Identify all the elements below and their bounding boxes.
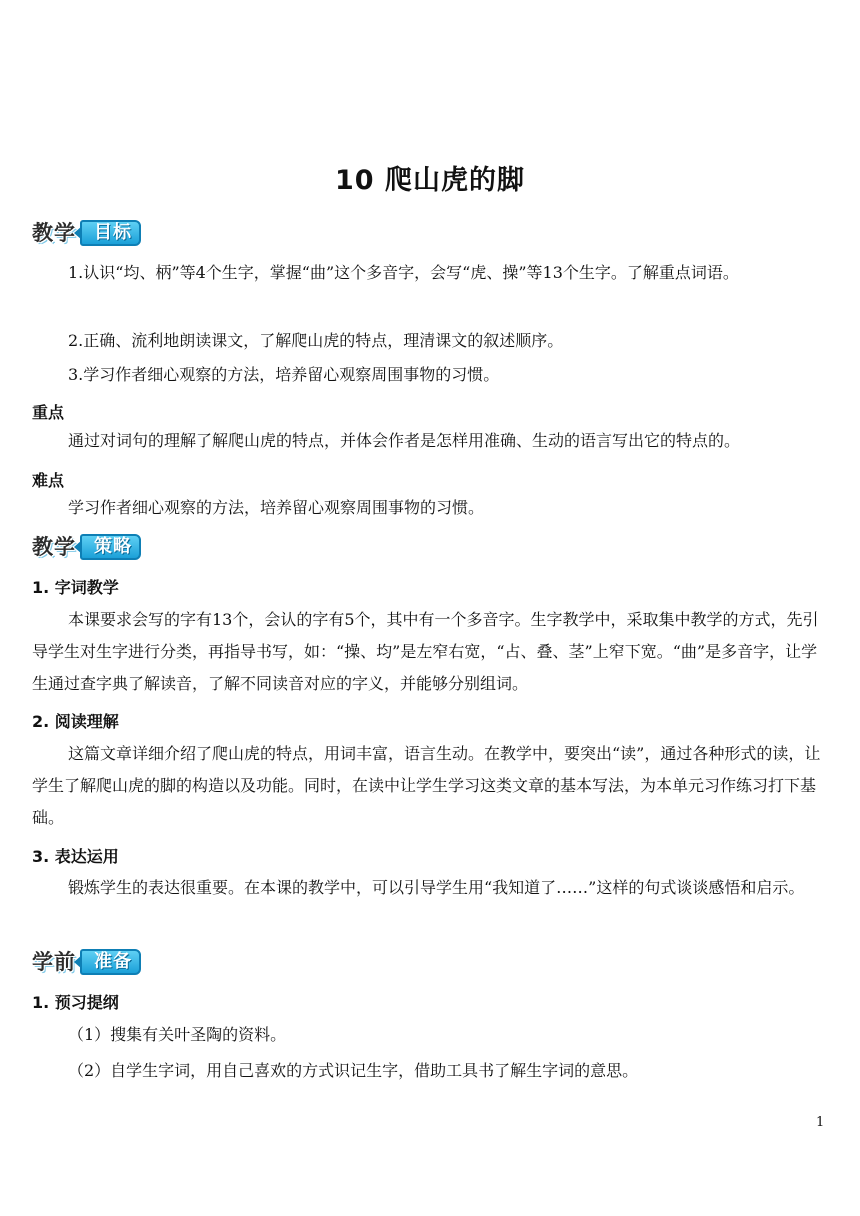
section-banner-strategies xyxy=(32,532,141,562)
page-title: 10 爬山虎的脚 xyxy=(335,165,525,196)
banner-dark-text: 教学 xyxy=(32,221,76,245)
banner-pill-text: 策略 xyxy=(80,534,141,560)
banner-pill-text: 目标 xyxy=(80,220,141,246)
objective-item-2: 2.正确、流利地朗读课文，了解爬山虎的特点，理清课文的叙述顺序。 xyxy=(68,331,564,350)
banner-pill-text: 准备 xyxy=(80,949,141,975)
section-banner-objectives xyxy=(32,218,141,248)
strategy-heading-1: 1. 字词教学 xyxy=(32,578,119,597)
difficulty-text: 学习作者细心观察的方法，培养留心观察周围事物的习惯。 xyxy=(68,498,485,517)
preparation-item-2: （2）自学生字词，用自己喜欢的方式识记生字，借助工具书了解生字词的意思。 xyxy=(68,1061,639,1080)
key-point-text: 通过对词句的理解了解爬山虎的特点，并体会作者是怎样用准确、生动的语言写出它的特点的。 xyxy=(68,431,741,450)
preparation-item-1: （1）搜集有关叶圣陶的资料。 xyxy=(68,1025,287,1044)
page-number: 1 xyxy=(816,1115,825,1130)
preparation-heading: 1. 预习提纲 xyxy=(32,993,119,1012)
strategy-text-3: 锻炼学生的表达很重要。在本课的教学中，可以引导学生用“我知道了……”这样的句式谈谈感悟和启示。 xyxy=(68,878,805,897)
difficulty-label: 难点 xyxy=(32,471,65,490)
objective-item-3: 3.学习作者细心观察的方法，培养留心观察周围事物的习惯。 xyxy=(68,365,500,384)
banner-dark-text: 学前 xyxy=(32,950,76,974)
objective-item-1: 1.认识“均、柄”等4个生字，掌握“曲”这个多音字，会写“虎、操”等13个生字。了解重点词语。 xyxy=(68,263,739,282)
strategy-text-2: 这篇文章详细介绍了爬山虎的特点，用词丰富，语言生动。在教学中，要突出“读”，通过各种形式的读，让学生了解爬山虎的脚的构造以及功能。同时，在读中让学生学习这类文章的基本写法，为本单元习作练习打下基础。 xyxy=(32,744,821,827)
strategy-heading-2: 2. 阅读理解 xyxy=(32,712,119,731)
section-banner-preparation xyxy=(32,947,141,977)
strategy-text-1: 本课要求会写的字有13个，会认的字有5个，其中有一个多音字。生字教学中，采取集中教学的方式，先引导学生对生字进行分类，再指导书写，如：“操、均”是左窄右宽，“占、叠、茎”上窄下宽。“曲”是多音字，让学生通过查字典了解读音，了解不同读音对应的字义，并能够分别组词。 xyxy=(32,610,819,693)
key-point-label: 重点 xyxy=(32,403,65,422)
banner-dark-text: 教学 xyxy=(32,535,76,559)
strategy-heading-3: 3. 表达运用 xyxy=(32,847,119,866)
